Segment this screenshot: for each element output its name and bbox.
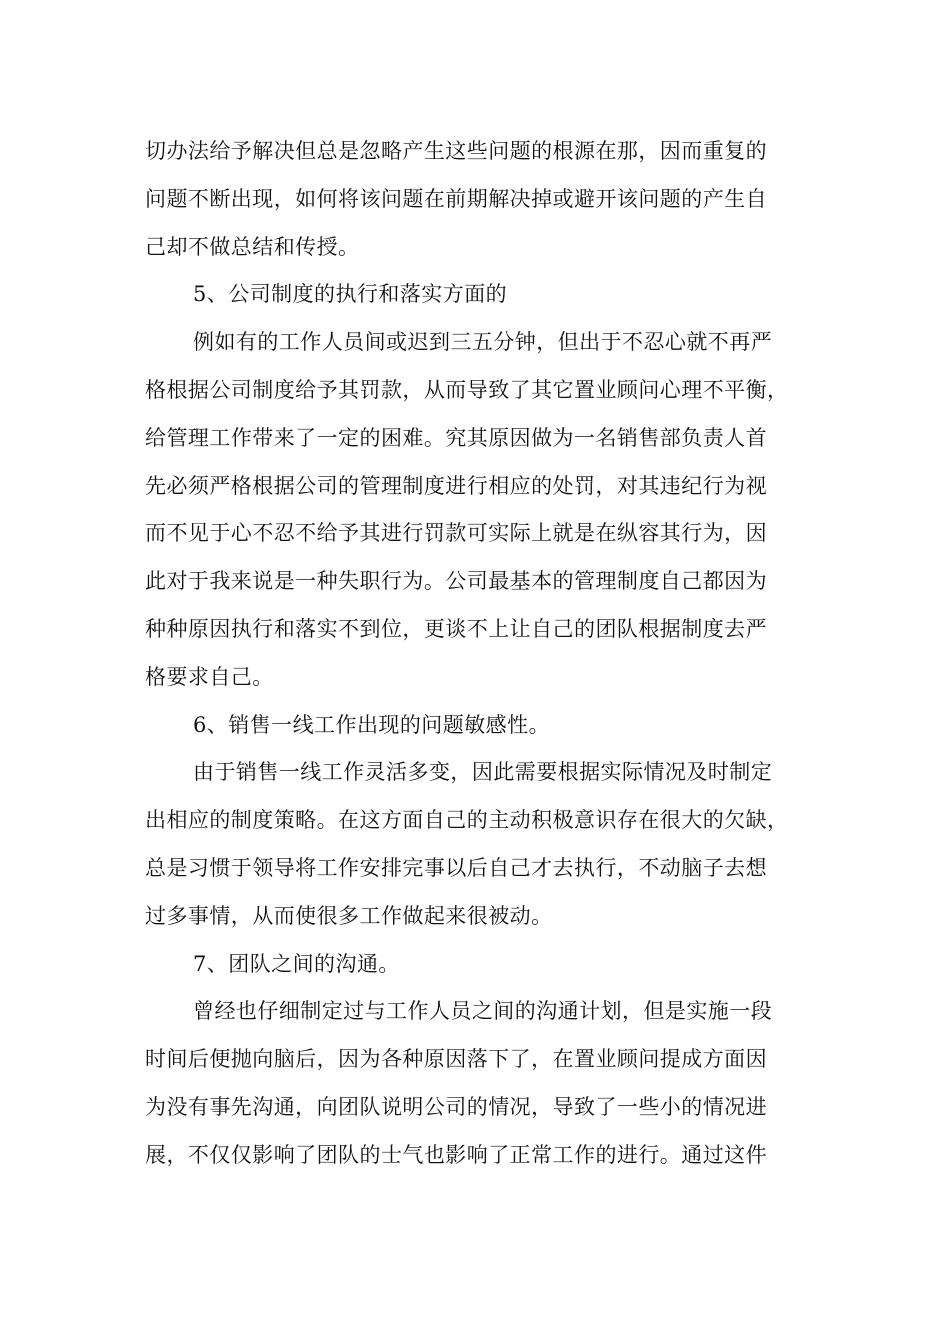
paragraph-first-line: 例如有的工作人员间或迟到三五分钟，但出于不忍心就不再严: [193, 330, 773, 355]
text-line: 己却不做总结和传授。: [145, 234, 360, 259]
text-line: 格要求自己。: [145, 664, 274, 689]
section-heading: 7、团队之间的沟通。: [193, 951, 400, 976]
text-line: 总是习惯于领导将工作安排完事以后自己才去执行，不动脑子去想: [145, 855, 768, 880]
text-line: 此对于我来说是一种失职行为。公司最基本的管理制度自己都因为: [145, 569, 768, 594]
text-line: 给管理工作带来了一定的困难。究其原因做为一名销售部负责人首: [145, 425, 768, 450]
text-line: 而不见于心不忍不给予其进行罚款可实际上就是在纵容其行为，因: [145, 521, 768, 546]
text-line: 过多事情，从而使很多工作做起来很被动。: [145, 903, 553, 928]
section-heading: 5、公司制度的执行和落实方面的: [193, 282, 508, 307]
text-line: 时间后便抛向脑后，因为各种原因落下了，在置业顾问提成方面因: [145, 1047, 768, 1072]
document-body: [145, 128, 810, 1180]
paragraph-first-line: 曾经也仔细制定过与工作人员之间的沟通计划，但是实施一段: [193, 999, 773, 1024]
text-line: 问题不断出现，如何将该问题在前期解决掉或避开该问题的产生自: [145, 186, 768, 211]
text-line: 格根据公司制度给予其罚款，从而导致了其它置业顾问心理不平衡，: [145, 377, 789, 402]
text-line: 先必须严格根据公司的管理制度进行相应的处罚，对其违纪行为视: [145, 473, 768, 498]
text-line: 展，不仅仅影响了团队的士气也影响了正常工作的进行。通过这件: [145, 1142, 768, 1167]
section-heading: 6、销售一线工作出现的问题敏感性。: [193, 712, 551, 737]
text-line: 切办法给予解决但总是忽略产生这些问题的根源在那，因而重复的: [145, 139, 768, 163]
paragraph-first-line: 由于销售一线工作灵活多变，因此需要根据实际情况及时制定: [193, 760, 773, 785]
text-line: 出相应的制度策略。在这方面自己的主动积极意识存在很大的欠缺，: [145, 808, 789, 833]
text-line: 种种原因执行和落实不到位，更谈不上让自己的团队根据制度去严: [145, 616, 768, 641]
text-line: 为没有事先沟通，向团队说明公司的情况，导致了一些小的情况进: [145, 1094, 768, 1119]
